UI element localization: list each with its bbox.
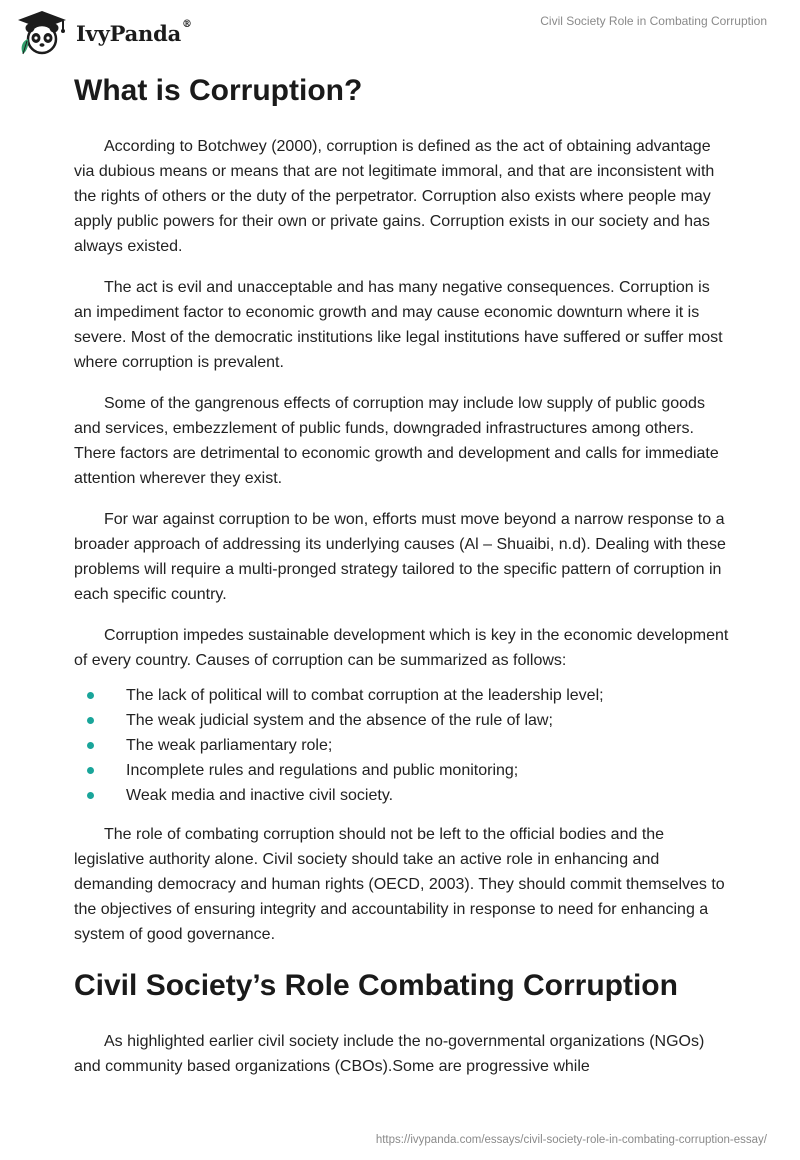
- paragraph: For war against corruption to be won, efforts must move beyond a narrow response to a broader approach of addressing its underlying causes (Al – Shuaibi, n.d). Dealing with these problems will require a multi-pronged strategy tailored to the specific pattern of corruption in each specific country.: [74, 511, 726, 603]
- paragraph: Some of the gangrenous effects of corruption may include low supply of public goods and services, embezzlement of public funds, downgraded infrastructures among others. There factors are detrimental to economic growth and development and calls for immediate attention wherever they exist.: [74, 395, 719, 487]
- panda-logo-icon: [14, 10, 70, 56]
- list-item: [74, 783, 729, 808]
- ivypanda-logo[interactable]: [14, 10, 192, 56]
- list-item-text: The weak judicial system and the absence of the rule of law;: [126, 712, 553, 729]
- paragraph: According to Botchwey (2000), corruption is defined as the act of obtaining advantage via dubious means or means that are not legitimate immoral, and that are inconsistent with the rights of others or the duty of the perpetrator. Corruption also exists where people may apply public powers for their own or private gains. Corruption exists in our society and has always existed.: [74, 138, 715, 255]
- causes-list: [74, 683, 729, 808]
- list-item: [74, 683, 729, 708]
- bullet-icon: [87, 792, 94, 799]
- brand-name: IvyPanda®: [76, 18, 192, 46]
- list-item: [74, 758, 729, 783]
- section-heading-what-is-corruption: What is Corruption?: [74, 74, 363, 107]
- bullet-icon: [87, 767, 94, 774]
- essay-content: [74, 70, 729, 1095]
- paragraph: The role of combating corruption should not be left to the official bodies and the legislative authority alone. Civil society should take an active role in enhancing and demanding democracy and human rights (OECD, 2003). They should commit themselves to the objectives of ensuring integrity and accountability in response to need for enhancing a system of good governance.: [74, 826, 725, 943]
- list-item-text: The weak parliamentary role;: [126, 737, 333, 754]
- bullet-icon: [87, 717, 94, 724]
- list-item-text: Incomplete rules and regulations and public monitoring;: [126, 762, 519, 779]
- source-url[interactable]: https://ivypanda.com/essays/civil-society-role-in-combating-corruption-essay/: [375, 1134, 767, 1146]
- bullet-icon: [87, 692, 94, 699]
- list-item: [74, 733, 729, 758]
- paragraph: As highlighted earlier civil society include the no-governmental organizations (NGOs) and community based organizations (CBOs).Some are progressive while: [74, 1033, 705, 1075]
- list-item-text: The lack of political will to combat corruption at the leadership level;: [126, 687, 604, 704]
- paragraph: The act is evil and unacceptable and has many negative consequences. Corruption is an impediment factor to economic growth and may cause economic downturn where it is severe. Most of the democratic institutions like legal institutions have suffered or suffer most where corruption is prevalent.: [74, 279, 723, 371]
- document-title: Civil Society Role in Combating Corruption: [540, 14, 767, 28]
- paragraph: Corruption impedes sustainable development which is key in the economic development of every country. Causes of corruption can be summarized as follows:: [74, 627, 729, 669]
- page-header: [0, 0, 800, 64]
- list-item-text: Weak media and inactive civil society.: [126, 787, 394, 804]
- section-heading-civil-society-role: Civil Society’s Role Combating Corruption: [74, 969, 678, 1002]
- bullet-icon: [87, 742, 94, 749]
- list-item: [74, 708, 729, 733]
